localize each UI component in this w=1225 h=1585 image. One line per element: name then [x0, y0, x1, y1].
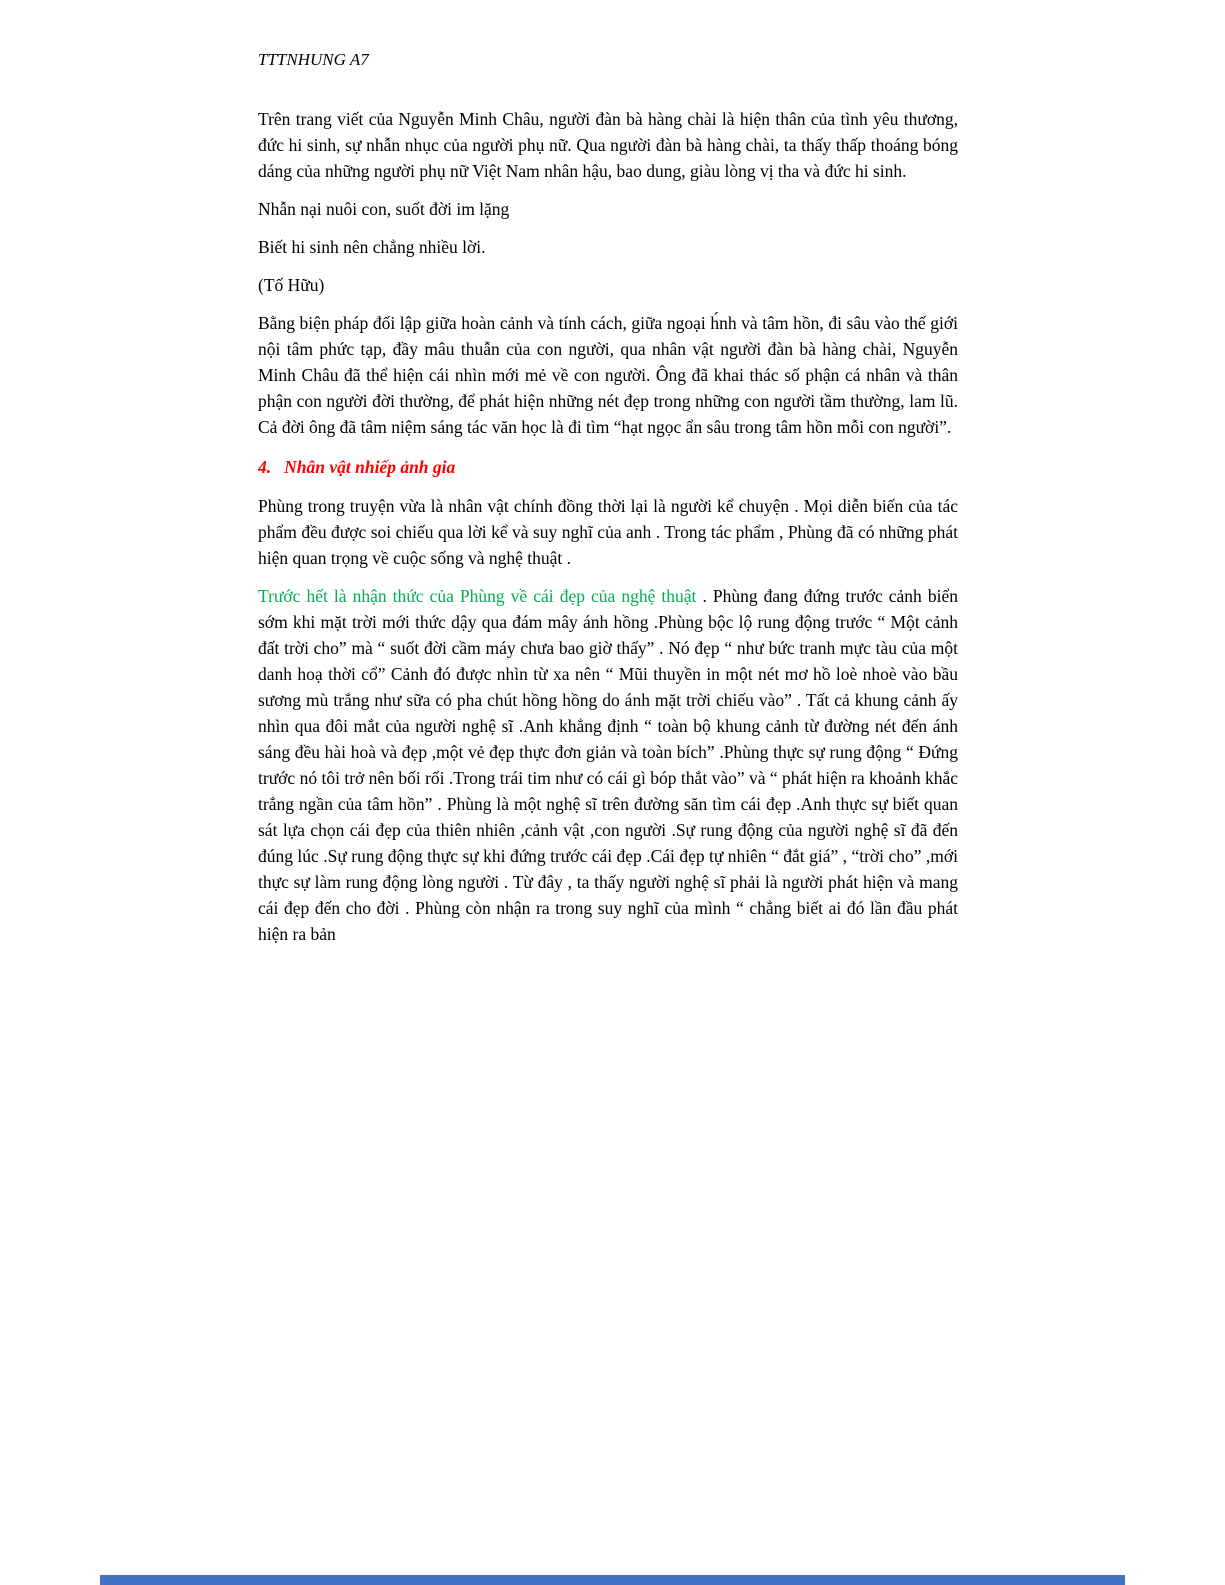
- section-heading-title: Nhân vật nhiếp ảnh gia: [284, 457, 456, 477]
- section-heading-number: 4.: [258, 457, 272, 477]
- document-content: [258, 48, 958, 959]
- phung-paragraph: Phùng trong truyện vừa là nhân vật chính đồng thời lại là người kể chuyện . Mọi diễn biến của tác phẩm đều được soi chiếu qua lời kể và suy nghĩ của anh . Trong tác phẩm , Phùng đã có những phát hiện quan trọng về cuộc sống và nghệ thuật .: [258, 496, 958, 568]
- poem-line-2: Biết hi sinh nên chẳng nhiều lời.: [258, 237, 486, 257]
- intro-paragraph: Trên trang viết của Nguyễn Minh Châu, người đàn bà hàng chài là hiện thân của tình yêu thương, đức hi sinh, sự nhẫn nhục của người phụ nữ. Qua người đàn bà hàng chài, ta thấy thấp thoáng bóng dáng của những người phụ nữ Việt Nam nhân hậu, bao dung, giàu lòng vị tha và đức hi sinh.: [258, 109, 958, 181]
- beauty-paragraph-rest: . Phùng đang đứng trước cảnh biển sớm khi mặt trời mới thức dậy qua đám mây ánh hồng .Phùng bộc lộ rung động trước “ Một cảnh đất trời cho” mà “ suốt đời cầm máy chưa bao giờ thấy” . Nó đẹp “ như bức tranh mực tàu của một danh hoạ thời cổ” Cảnh đó được nhìn từ xa nên “ Mũi thuyền in một nét mơ hồ loè nhoè vào bầu sương mù trắng như sữa có pha chút hồng hồng do ánh mặt trời chiếu vào” . Tất cả khung cảnh ấy nhìn qua đôi mắt của người nghệ sĩ .Anh khẳng định “ toàn bộ khung cảnh từ đường nét đến ánh sáng đều hài hoà và đẹp ,một vẻ đẹp thực đơn giản và toàn bích” .Phùng thực sự rung động “ Đứng trước nó tôi trở nên bối rối .Trong trái tim như có cái gì bóp thắt vào” và “ phát hiện ra khoảnh khắc trắng ngần của tâm hồn” . Phùng là một nghệ sĩ trên đường săn tìm cái đẹp .Anh thực sự biết quan sát lựa chọn cái đẹp của thiên nhiên ,cảnh vật ,con người .Sự rung động của người nghệ sĩ đã đến đúng lúc .Sự rung động thực sự khi đứng trước cái đẹp .Cái đẹp tự nhiên “ đắt giá” , “trời cho” ,mới thực sự làm rung động lòng người . Từ đây , ta thấy người nghệ sĩ phải là người phát hiện và mang cái đẹp đến cho đời . Phùng còn nhận ra trong suy nghĩ của mình “ chẳng biết ai đó lần đầu phát hiện ra bản: [258, 586, 958, 944]
- document-header: TTTNHUNG A7: [258, 50, 369, 69]
- beauty-paragraph-highlight: Trước hết là nhận thức của Phùng về cái đẹp của nghệ thuật: [258, 586, 697, 606]
- poem-attribution: (Tố Hữu): [258, 275, 325, 295]
- poem-line-1: Nhẫn nại nuôi con, suốt đời im lặng: [258, 199, 510, 219]
- analysis-paragraph: Bằng biện pháp đối lập giữa hoàn cảnh và tính cách, giữa ngoại h́nh và tâm hồn, đi sâu vào thế giới nội tâm phức tạp, đầy mâu thuẫn của con người, qua nhân vật người đàn bà hàng chài, Nguyễn Minh Châu đã thể hiện cái nhìn mới mẻ về con người. Ông đã khai thác số phận cá nhân và thân phận con người đời thường, để phát hiện những nét đẹp trong những con người tầm thường, lam lũ. Cả đời ông đã tâm niệm sáng tác văn học là đi tìm “hạt ngọc ẩn sâu trong tâm hồn mỗi con người”.: [258, 313, 958, 437]
- footer-divider-bar: [100, 1575, 1125, 1585]
- section-heading: [258, 454, 958, 480]
- beauty-paragraph: [258, 583, 958, 947]
